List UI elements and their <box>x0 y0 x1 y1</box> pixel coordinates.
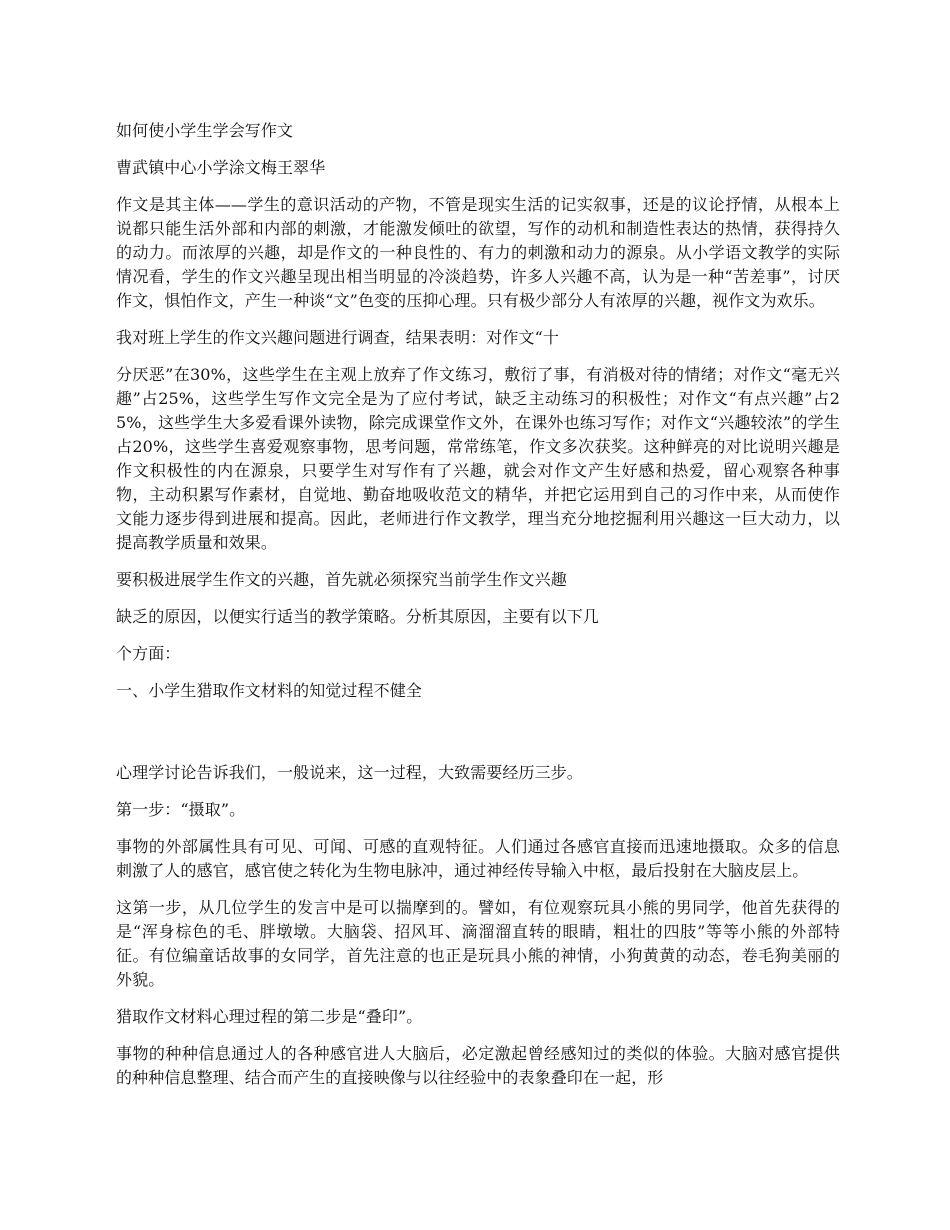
paragraph: 猎取作文材料心理过程的第二步是“叠印”。 <box>116 1007 423 1026</box>
document-title: 如何使小学生学会写作文 <box>116 121 294 140</box>
document-page <box>116 119 840 1103</box>
paragraph: 事物的种种信息通过人的各种感官进人大脑后，必定激起曾经感知过的类似的体验。大脑对感官提供的种种信息整理、结合而产生的直接映像与以往经验中的表象叠印在一起，形 <box>116 1044 840 1087</box>
paragraph: 缺乏的原因，以便实行适当的教学策略。分析其原因，主要有以下几 <box>116 607 600 626</box>
paragraph: 事物的外部属性具有可见、可闻、可感的直观特征。人们通过各感官直接而迅速地摄取。众多的信息刺激了人的感官，感官使之转化为生物电脉冲，通过神经传导输入中枢，最后投射在大脑皮层上。 <box>116 837 840 880</box>
paragraph: 心理学讨论告诉我们，一般说来，这一过程，大致需要经历三步。 <box>116 763 583 782</box>
paragraph: 我对班上学生的作文兴趣问题进行调查，结果表明：对作文“十 <box>116 328 559 347</box>
paragraph: 第一步：“摄取”。 <box>116 800 246 819</box>
paragraph: 要积极进展学生作文的兴趣，首先就必须探究当前学生作文兴趣 <box>116 570 567 589</box>
spacer <box>116 716 840 761</box>
paragraph: 作文是其主体——学生的意识活动的产物，不管是现实生活的记实叙事，还是的议论抒情，从根本上说都只能生活外部和内部的刺激，才能激发倾吐的欲望，写作的动机和制造性表达的热情，获得持久的动力。而浓厚的兴趣，却是作文的一种良性的、有力的刺激和动力的源泉。从小学语文教学的实际情况看，学生的作文兴趣呈现出相当明显的冷淡趋势，许多人兴趣不高，认为是一种“苦差事”，讨厌作文，惧怕作文，产生一种谈“文”色变的压抑心理。只有极少部分人有浓厚的兴趣，视作文为欢乐。 <box>116 195 840 310</box>
paragraph: 个方面： <box>116 644 181 663</box>
paragraph: 分厌恶”在30%，这些学生在主观上放弃了作文练习，敷衍了事，有消极对待的情绪；对作文“毫无兴趣”占25%，这些学生写作文完全是为了应付考试，缺乏主动练习的积极性；对作文“有点兴趣”占25%，这些学生大多爱看课外读物，除完成课堂作文外，在课外也练习写作；对作文“兴趣较浓”的学生占20%，这些学生喜爱观察事物，思考问题，常常练笔，作文多次获奖。这种鲜亮的对比说明兴趣是作文积极性的内在源泉，只要学生对写作有了兴趣，就会对作文产生好感和热爱，留心观察各种事物，主动积累写作素材，自觉地、勤奋地吸收范文的精华，并把它运用到自己的习作中来，从而使作文能力逐步得到进展和提高。因此，老师进行作文教学，理当充分地挖掘利用兴趣这一巨大动力，以提高教学质量和效果。 <box>116 365 840 552</box>
paragraph: 这第一步，从几位学生的发言中是可以揣摩到的。譬如，有位观察玩具小熊的男同学，他首先获得的是“浑身棕色的毛、胖墩墩。大脑袋、招风耳、滴溜溜直转的眼睛，粗壮的四肢”等等小熊的外部特征。有位编童话故事的女同学，首先注意的也正是玩具小熊的神情，小狗黄黄的动态，卷毛狗美丽的外貌。 <box>116 898 840 989</box>
document-author: 曹武镇中心小学涂文梅王翠华 <box>116 158 326 177</box>
section-heading: 一、小学生猎取作文材料的知觉过程不健全 <box>116 681 422 700</box>
